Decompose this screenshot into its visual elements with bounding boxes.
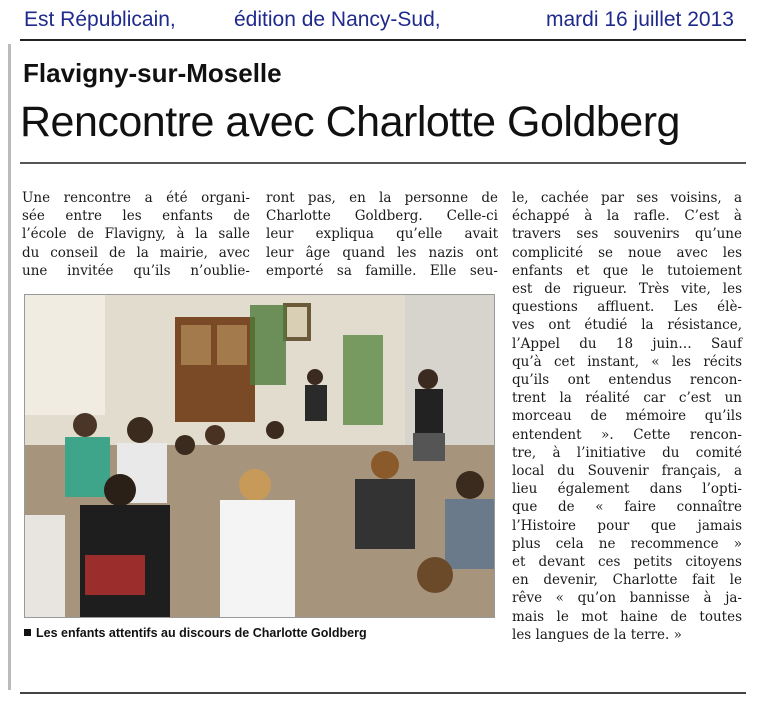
publication-name: Est Républicain, — [24, 8, 176, 31]
caption-text: Les enfants attentifs au discours de Charlotte Goldberg — [36, 626, 367, 640]
text-line: complicité se noue avec les — [512, 244, 742, 261]
text-line: et devant ces petits citoyens — [512, 554, 742, 571]
text-line: entendent ». Cette rencon- — [512, 426, 742, 443]
text-line: ront pas, en la personne de — [266, 190, 498, 206]
headline-divider — [20, 162, 746, 164]
text-line: le, cachée par ses voisins, a — [512, 190, 742, 206]
text-line: que de « faire connaître — [512, 499, 742, 516]
text-line: Charlotte Goldberg. Celle-ci — [266, 208, 498, 225]
text-line: mais le mot haine de toutes — [512, 608, 742, 625]
text-line: échappé à la rafle. C’est à — [512, 208, 742, 225]
text-line: travers ses souvenirs qu’une — [512, 226, 742, 243]
text-line: rêve « qu’on bannisse à ja- — [512, 590, 742, 607]
text-line: qu’à cet instant, « les récits — [512, 353, 742, 370]
edition-name: édition de Nancy-Sud, — [234, 8, 441, 31]
page-left-edge — [8, 44, 11, 690]
text-line: du conseil de la mairie, avec — [22, 244, 250, 261]
text-line: Une rencontre a été organi- — [22, 190, 250, 206]
photo-caption — [24, 626, 367, 640]
caption-bullet-icon — [24, 629, 31, 636]
text-line: qu’ils ont entendus rencon- — [512, 372, 742, 389]
text-line: sée entre les enfants de — [22, 208, 250, 225]
article-column-1 — [22, 189, 250, 280]
text-line: leur âge quand les nazis ont — [266, 244, 498, 261]
text-line: ves ont étudié la résistance, — [512, 317, 742, 334]
text-line: est de rigueur. Très vite, les — [512, 281, 742, 298]
text-line: les langues de la terre. » — [512, 626, 682, 643]
text-line: local du Souvenir français, a — [512, 463, 742, 480]
text-line: emporté sa famille. Elle seu- — [266, 262, 498, 279]
article-locality: Flavigny-sur-Moselle — [23, 58, 282, 88]
article-headline: Rencontre avec Charlotte Goldberg — [20, 98, 680, 146]
text-line: en devenir, Charlotte fait le — [512, 572, 742, 589]
publication-date: mardi 16 juillet 2013 — [546, 8, 734, 31]
text-line: tre, à l’initiative du comité — [512, 444, 742, 461]
text-line: leur expliqua qu’elle avait — [266, 226, 498, 243]
text-line: questions affluent. Les élè- — [512, 299, 742, 316]
text-line: une invitée qu’ils n’oublie- — [22, 262, 250, 279]
text-line: morceau de mémoire qu’ils — [512, 408, 742, 425]
article-photo — [24, 294, 495, 618]
masthead-rule — [20, 39, 746, 41]
text-line: trent la réalité car c’est un — [512, 390, 742, 407]
text-line: l’Histoire pour que jamais — [512, 517, 742, 534]
text-line: l’école de Flavigny, à la salle — [22, 226, 250, 243]
text-line: plus cela ne recommence » — [512, 535, 742, 552]
masthead — [0, 0, 766, 44]
text-line: enfants et que le tutoiement — [512, 262, 742, 279]
text-line: lieu également dans l’opti- — [512, 481, 742, 498]
article-column-3 — [512, 189, 742, 644]
text-line: l’Appel du 18 juin… Sauf — [512, 335, 742, 352]
article-column-2 — [266, 189, 498, 280]
classroom-photo-illustration — [25, 295, 494, 617]
footer-rule — [20, 692, 746, 694]
